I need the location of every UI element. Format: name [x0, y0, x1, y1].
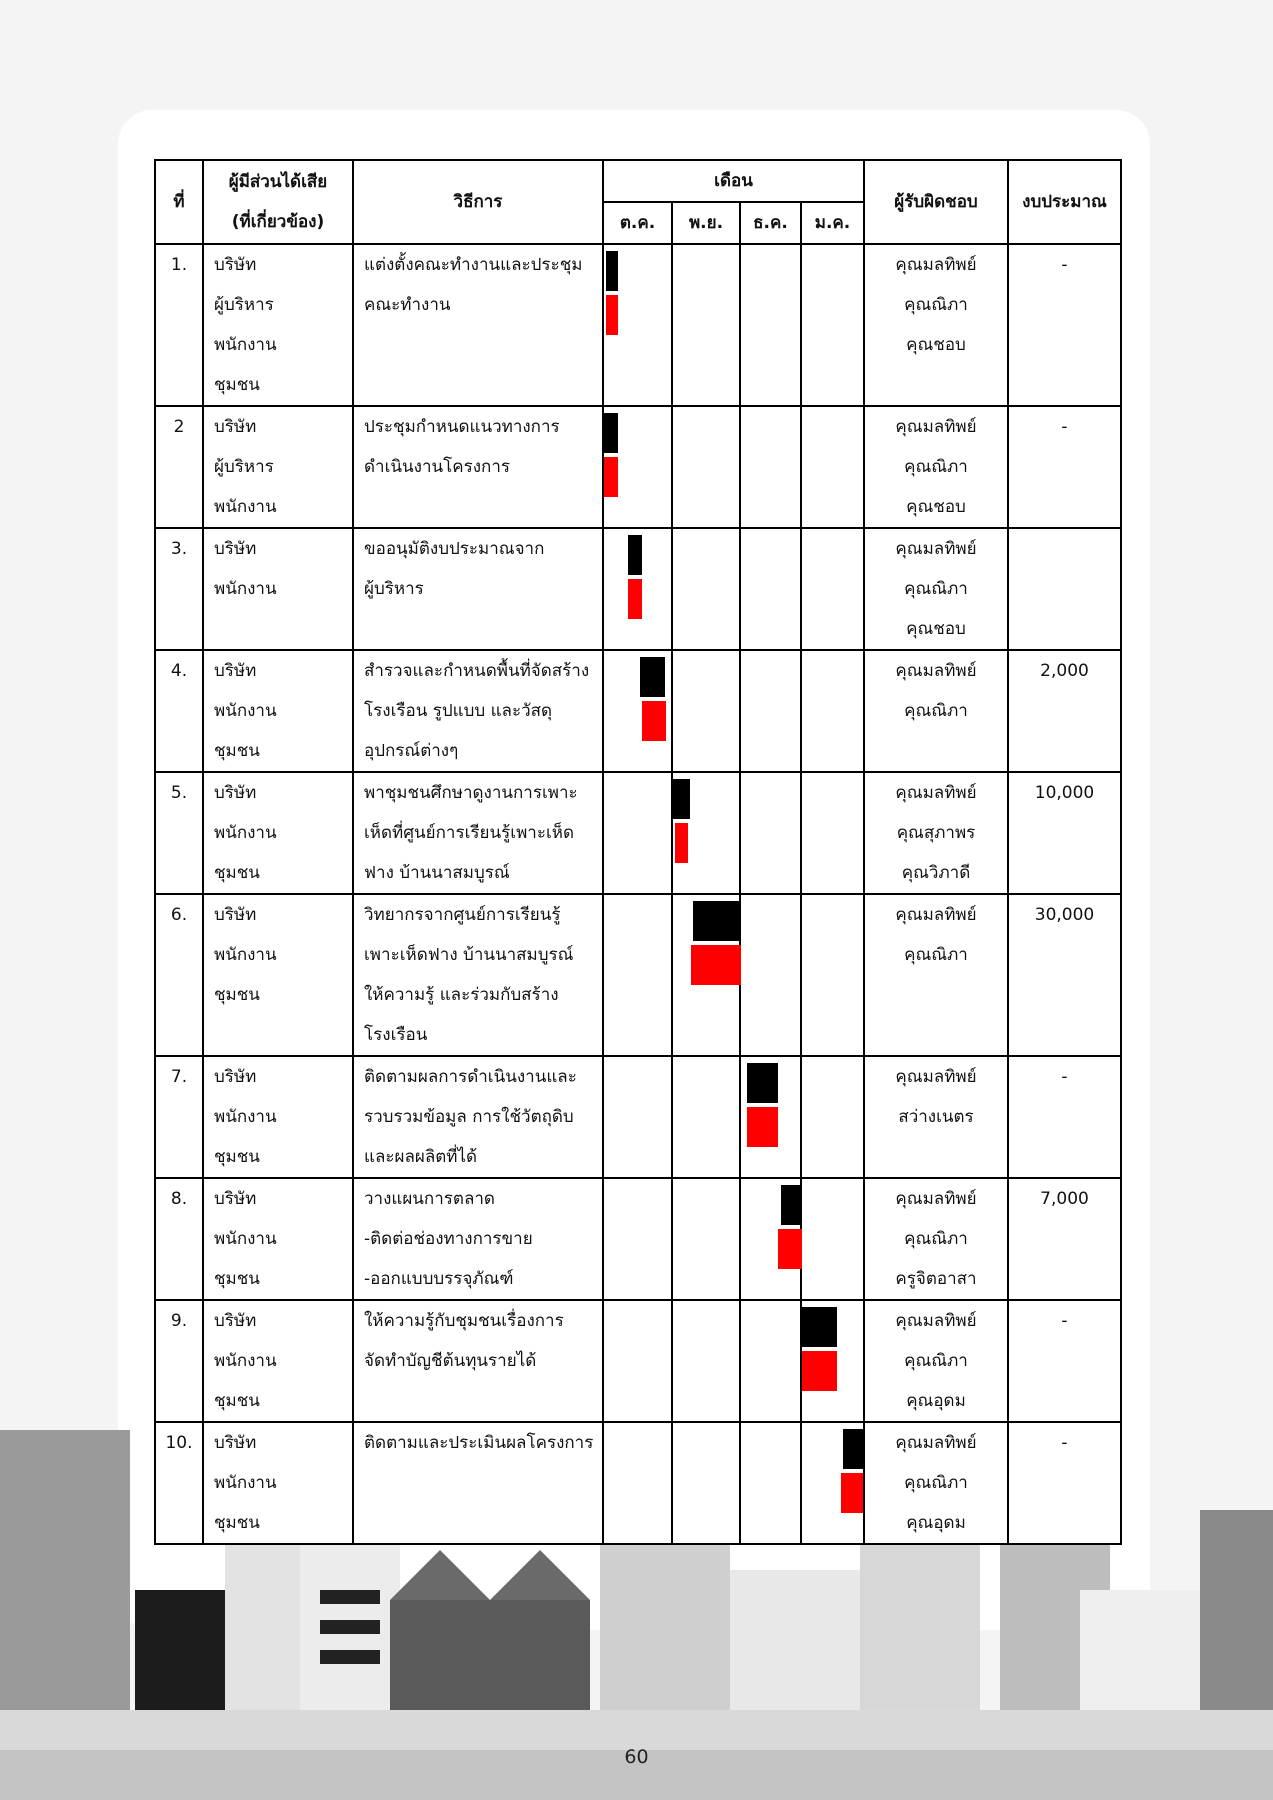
month-cell: [603, 772, 672, 894]
month-cell: [603, 1178, 672, 1300]
month-cell: [740, 894, 801, 1056]
gantt-plan-bar: [802, 1307, 837, 1347]
month-cell: [603, 528, 672, 650]
stakeholder-cell-line: พนักงาน: [214, 823, 277, 843]
responsible-cell-line: คุณณิภา: [904, 1229, 968, 1249]
budget-cell: -: [1008, 244, 1121, 406]
stakeholder-cell: [203, 244, 353, 406]
gantt-plan-bar: [747, 1063, 778, 1103]
responsible-cell-line: คุณมลทิพย์: [895, 1433, 977, 1453]
responsible-cell: [864, 772, 1008, 894]
month-cell: [672, 894, 740, 1056]
budget-cell: -: [1008, 406, 1121, 528]
gantt-actual-bar: [675, 823, 688, 863]
month-cell: [801, 1422, 864, 1544]
month-cell: [740, 1178, 801, 1300]
stakeholder-cell-line: พนักงาน: [214, 335, 277, 355]
method-cell-line: โรงเรือน รูปแบบ และวัสดุ: [364, 701, 553, 721]
method-cell-line: ฟาง บ้านนาสมบูรณ์: [364, 863, 510, 883]
responsible-cell-line: คุณณิภา: [904, 457, 968, 477]
month-cell: [740, 406, 801, 528]
month-cell: [603, 406, 672, 528]
stakeholder-cell-line: ชุมชน: [214, 741, 260, 761]
method-cell-line: ติดตามและประเมินผลโครงการ: [364, 1433, 594, 1453]
month-cell: [801, 772, 864, 894]
method-cell-line: วิทยากรจากศูนย์การเรียนรู้: [364, 905, 561, 925]
stakeholder-cell-line: พนักงาน: [214, 579, 277, 599]
responsible-cell-line: คุณณิภา: [904, 1473, 968, 1493]
budget-cell: -: [1008, 1422, 1121, 1544]
month-cell: [672, 406, 740, 528]
month-cell: [603, 650, 672, 772]
table-row: [155, 1178, 1121, 1300]
gantt-actual-bar: [604, 457, 618, 497]
stakeholder-cell: [203, 1178, 353, 1300]
responsible-cell-line: สว่างเนตร: [898, 1107, 974, 1127]
month-cell: [801, 1300, 864, 1422]
gantt-plan-bar: [640, 657, 665, 697]
gantt-plan-bar: [673, 779, 690, 819]
stakeholder-cell-line: ชุมชน: [214, 1391, 260, 1411]
stakeholder-cell-line: พนักงาน: [214, 1473, 277, 1493]
table-row: [155, 894, 1121, 1056]
page-number: 60: [624, 1746, 649, 1768]
row-number: 4.: [155, 650, 203, 772]
header-month-jan: ม.ค.: [801, 202, 864, 244]
responsible-cell-line: คุณณิภา: [904, 295, 968, 315]
stakeholder-cell-line: พนักงาน: [214, 701, 277, 721]
month-cell: [672, 528, 740, 650]
stakeholder-cell: [203, 772, 353, 894]
stakeholder-cell-line: ผู้บริหาร: [214, 457, 274, 477]
table-row: [155, 1056, 1121, 1178]
method-cell: [353, 650, 603, 772]
stakeholder-cell-line: บริษัท: [214, 539, 257, 559]
header-month-oct: ต.ค.: [603, 202, 672, 244]
header-month: เดือน: [603, 160, 864, 202]
header-stakeholder-line1: ผู้มีส่วนได้เสีย: [228, 172, 328, 192]
budget-cell: [1008, 528, 1121, 650]
method-cell-line: เห็ดที่ศูนย์การเรียนรู้เพาะเห็ด: [364, 823, 575, 843]
header-responsible: ผู้รับผิดชอบ: [864, 160, 1008, 244]
stakeholder-cell-line: ชุมชน: [214, 863, 260, 883]
responsible-cell-line: คุณมลทิพย์: [895, 539, 977, 559]
budget-cell: 7,000: [1008, 1178, 1121, 1300]
method-cell-line: เพาะเห็ดฟาง บ้านนาสมบูรณ์: [364, 945, 574, 965]
budget-cell: -: [1008, 1056, 1121, 1178]
method-cell-line: ให้ความรู้ และร่วมกับสร้าง: [364, 985, 559, 1005]
method-cell: [353, 1300, 603, 1422]
stakeholder-cell-line: ชุมชน: [214, 1269, 260, 1289]
responsible-cell-line: คุณชอบ: [906, 335, 966, 355]
table-row: [155, 1422, 1121, 1544]
month-cell: [801, 1178, 864, 1300]
stakeholder-cell: [203, 1300, 353, 1422]
month-cell: [672, 1056, 740, 1178]
month-cell: [740, 1300, 801, 1422]
gantt-actual-bar: [802, 1351, 837, 1391]
method-cell-line: -ออกแบบบรรจุภัณฑ์: [364, 1269, 514, 1289]
stakeholder-cell-line: บริษัท: [214, 1433, 257, 1453]
stakeholder-cell-line: พนักงาน: [214, 945, 277, 965]
month-cell: [801, 650, 864, 772]
table-body: [155, 244, 1121, 1544]
method-cell-line: วางแผนการตลาด: [364, 1189, 495, 1209]
method-cell: [353, 772, 603, 894]
responsible-cell-line: คุณมลทิพย์: [895, 1311, 977, 1331]
row-number: 1.: [155, 244, 203, 406]
header-month-dec: ธ.ค.: [740, 202, 801, 244]
method-cell: [353, 1422, 603, 1544]
method-cell: [353, 894, 603, 1056]
stakeholder-cell-line: พนักงาน: [214, 1351, 277, 1371]
row-number: 3.: [155, 528, 203, 650]
month-cell: [740, 244, 801, 406]
month-cell: [603, 1056, 672, 1178]
month-cell: [801, 406, 864, 528]
table-row: [155, 772, 1121, 894]
month-cell: [801, 894, 864, 1056]
table-row: [155, 406, 1121, 528]
stakeholder-cell-line: ผู้บริหาร: [214, 295, 274, 315]
method-cell-line: จัดทำบัญชีต้นทุนรายได้: [364, 1351, 537, 1371]
gantt-plan-bar: [693, 901, 744, 941]
responsible-cell: [864, 894, 1008, 1056]
gantt-actual-bar: [691, 945, 742, 985]
stakeholder-cell: [203, 1056, 353, 1178]
stakeholder-cell-line: บริษัท: [214, 661, 257, 681]
gantt-plan-bar: [628, 535, 642, 575]
table-header-row: [155, 160, 1121, 202]
month-cell: [740, 1056, 801, 1178]
method-cell: [353, 244, 603, 406]
responsible-cell: [864, 1056, 1008, 1178]
stakeholder-cell-line: บริษัท: [214, 1189, 257, 1209]
stakeholder-cell-line: พนักงาน: [214, 497, 277, 517]
method-cell-line: ติดตามผลการดำเนินงานและ: [364, 1067, 577, 1087]
responsible-cell-line: คุณอุดม: [906, 1391, 966, 1411]
month-cell: [672, 244, 740, 406]
row-number: 8.: [155, 1178, 203, 1300]
month-cell: [672, 1178, 740, 1300]
responsible-cell-line: คุณมลทิพย์: [895, 661, 977, 681]
responsible-cell-line: คุณวิภาดี: [901, 863, 971, 883]
responsible-cell: [864, 1300, 1008, 1422]
responsible-cell-line: คุณมลทิพย์: [895, 1189, 977, 1209]
responsible-cell-line: คุณสุภาพร: [896, 823, 976, 843]
row-number: 10.: [155, 1422, 203, 1544]
method-cell: [353, 1178, 603, 1300]
gantt-actual-bar: [642, 701, 666, 741]
budget-cell: 30,000: [1008, 894, 1121, 1056]
month-cell: [603, 1422, 672, 1544]
responsible-cell-line: คุณณิภา: [904, 579, 968, 599]
method-cell-line: รวบรวมข้อมูล การใช้วัตถุดิบ: [364, 1107, 574, 1127]
row-number: 2: [155, 406, 203, 528]
responsible-cell-line: ครูจิตอาสา: [895, 1269, 977, 1289]
budget-cell: 10,000: [1008, 772, 1121, 894]
stakeholder-cell-line: พนักงาน: [214, 1107, 277, 1127]
method-cell-line: -ติดต่อช่องทางการขาย: [364, 1229, 533, 1249]
month-cell: [603, 894, 672, 1056]
month-cell: [672, 1300, 740, 1422]
responsible-cell: [864, 244, 1008, 406]
responsible-cell-line: คุณอุดม: [906, 1513, 966, 1533]
responsible-cell: [864, 406, 1008, 528]
gantt-plan-bar: [843, 1429, 865, 1469]
row-number: 9.: [155, 1300, 203, 1422]
month-cell: [740, 1422, 801, 1544]
table-row: [155, 1300, 1121, 1422]
method-cell-line: แต่งตั้งคณะทำงานและประชุม: [364, 255, 583, 275]
stakeholder-cell-line: พนักงาน: [214, 1229, 277, 1249]
month-cell: [801, 244, 864, 406]
budget-cell: 2,000: [1008, 650, 1121, 772]
method-cell-line: ให้ความรู้กับชุมชนเรื่องการ: [364, 1311, 564, 1331]
stakeholder-cell: [203, 650, 353, 772]
month-cell: [603, 244, 672, 406]
gantt-plan-bar: [606, 251, 618, 291]
method-cell-line: โรงเรือน: [364, 1025, 428, 1045]
responsible-cell-line: คุณชอบ: [906, 497, 966, 517]
stakeholder-cell-line: บริษัท: [214, 417, 257, 437]
stakeholder-cell-line: ชุมชน: [214, 1513, 260, 1533]
method-cell-line: คณะทำงาน: [364, 295, 451, 315]
method-cell-line: และผลผลิตที่ได้: [364, 1147, 478, 1167]
responsible-cell-line: คุณณิภา: [904, 945, 968, 965]
responsible-cell: [864, 528, 1008, 650]
responsible-cell-line: คุณมลทิพย์: [895, 1067, 977, 1087]
method-cell-line: ดำเนินงานโครงการ: [364, 457, 511, 477]
gantt-actual-bar: [628, 579, 642, 619]
responsible-cell-line: คุณมลทิพย์: [895, 905, 977, 925]
responsible-cell: [864, 650, 1008, 772]
responsible-cell-line: คุณมลทิพย์: [895, 417, 977, 437]
stakeholder-cell: [203, 1422, 353, 1544]
responsible-cell-line: คุณมลทิพย์: [895, 783, 977, 803]
month-cell: [801, 528, 864, 650]
responsible-cell: [864, 1422, 1008, 1544]
gantt-actual-bar: [841, 1473, 863, 1513]
responsible-cell: [864, 1178, 1008, 1300]
stakeholder-cell: [203, 894, 353, 1056]
stakeholder-cell-line: บริษัท: [214, 255, 257, 275]
header-budget: งบประมาณ: [1008, 160, 1121, 244]
gantt-plan-bar: [604, 413, 618, 453]
header-no: ที่: [155, 160, 203, 244]
method-cell-line: ขออนุมัติงบประมาณจาก: [364, 539, 545, 559]
row-number: 7.: [155, 1056, 203, 1178]
month-cell: [672, 1422, 740, 1544]
method-cell-line: ประชุมกำหนดแนวทางการ: [364, 417, 560, 437]
table-row: [155, 244, 1121, 406]
header-method: วิธีการ: [353, 160, 603, 244]
gantt-actual-bar: [606, 295, 618, 335]
method-cell-line: อุปกรณ์ต่างๆ: [364, 741, 459, 761]
responsible-cell-line: คุณณิภา: [904, 1351, 968, 1371]
month-cell: [740, 528, 801, 650]
method-cell-line: สำรวจและกำหนดพื้นที่จัดสร้าง: [364, 661, 590, 681]
method-cell-line: พาชุมชนศึกษาดูงานการเพาะ: [364, 783, 578, 803]
table-row: [155, 528, 1121, 650]
stakeholder-cell-line: บริษัท: [214, 1311, 257, 1331]
stakeholder-cell: [203, 406, 353, 528]
row-number: 5.: [155, 772, 203, 894]
header-stakeholder-line2: (ที่เกี่ยวข้อง): [231, 212, 325, 232]
table-row: [155, 650, 1121, 772]
month-cell: [740, 772, 801, 894]
header-stakeholder: [203, 160, 353, 244]
stakeholder-cell: [203, 528, 353, 650]
budget-cell: -: [1008, 1300, 1121, 1422]
stakeholder-cell-line: ชุมชน: [214, 985, 260, 1005]
stakeholder-cell-line: บริษัท: [214, 783, 257, 803]
stakeholder-cell-line: บริษัท: [214, 905, 257, 925]
project-schedule-table: [154, 159, 1122, 1545]
month-cell: [672, 650, 740, 772]
responsible-cell-line: คุณณิภา: [904, 701, 968, 721]
month-cell: [603, 1300, 672, 1422]
stakeholder-cell-line: ชุมชน: [214, 1147, 260, 1167]
month-cell: [801, 1056, 864, 1178]
responsible-cell-line: คุณชอบ: [906, 619, 966, 639]
method-cell: [353, 406, 603, 528]
month-cell: [672, 772, 740, 894]
row-number: 6.: [155, 894, 203, 1056]
month-cell: [740, 650, 801, 772]
method-cell-line: ผู้บริหาร: [364, 579, 424, 599]
stakeholder-cell-line: ชุมชน: [214, 375, 260, 395]
method-cell: [353, 528, 603, 650]
responsible-cell-line: คุณมลทิพย์: [895, 255, 977, 275]
stakeholder-cell-line: บริษัท: [214, 1067, 257, 1087]
header-month-nov: พ.ย.: [672, 202, 740, 244]
gantt-actual-bar: [747, 1107, 778, 1147]
method-cell: [353, 1056, 603, 1178]
